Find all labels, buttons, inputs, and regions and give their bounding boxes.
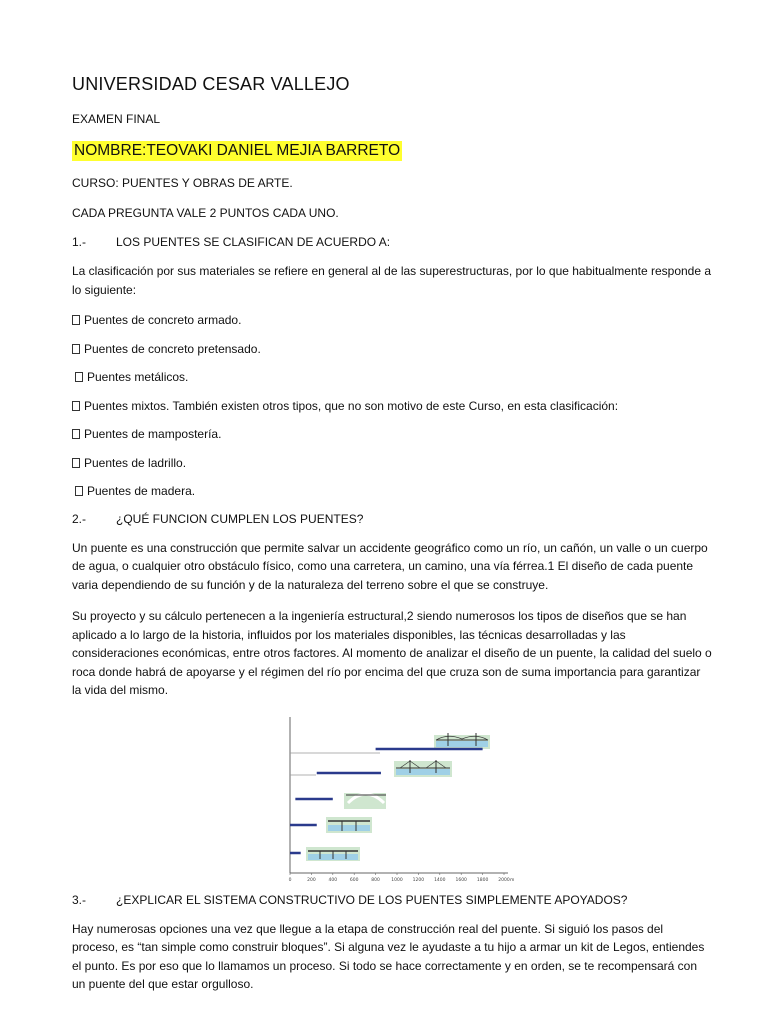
x-tick-label: 1200 [412, 877, 425, 883]
list-item-text: Puentes mixtos. También existen otros tipos, que no son motivo de este Curso, en esta clasificación: [84, 398, 619, 413]
question-number: 1.- [72, 235, 87, 249]
q2-paragraph-2: Su proyecto y su cálculo pertenecen a la ingeniería estructural,2 siendo numerosos los tipos de diseños que se han aplicado a lo largo de la historia, influidos por los materiales disponibles, las técnicas desarrolladas y las consideraciones económicas, entre otros factores. Al momento de analizar el diseño de un puente, la calidad del suelo o roca donde habrá de apoyarse y el régimen del río por encima del que cruza son de suma importancia para garantizar la vida del mismo. [72, 609, 712, 697]
bridge-span-figure [286, 713, 516, 883]
x-unit-label: m [510, 877, 515, 883]
list-item [72, 341, 712, 357]
list-item-text: Puentes de ladrillo. [84, 455, 187, 470]
list-item [72, 426, 712, 442]
question-text: LOS PUENTES SE CLASIFICAN DE ACUERDO A: [116, 235, 391, 249]
points-note: CADA PREGUNTA VALE 2 PUNTOS CADA UNO. [72, 206, 339, 220]
bullet-icon [72, 458, 80, 468]
question-number: 2.- [72, 511, 87, 526]
exam-title: EXAMEN FINAL [72, 112, 161, 126]
question-2 [72, 512, 712, 526]
university-title: UNIVERSIDAD CESAR VALLEJO [72, 74, 350, 94]
bullet-icon [72, 315, 80, 325]
document-body [72, 74, 712, 1007]
x-tick-label: 0 [288, 877, 292, 883]
question-text: ¿EXPLICAR EL SISTEMA CONSTRUCTIVO DE LOS PUENTES SIMPLEMENTE APOYADOS? [116, 892, 628, 907]
q3-paragraph: Hay numerosas opciones una vez que llegue a la etapa de construcción real del puente. Si siguió los pasos del proceso, es “tan simple como construir bloques”. Si alguna vez le ayudaste a tu hijo a armar un kit de Legos, entiendes el punto. Es por eso que lo llamamos un proceso. Si todo se hace correctamente y en orden, se te recompensará con un puente del que estar orgulloso. [72, 921, 705, 991]
suspension-bridge-icon [434, 733, 490, 749]
x-tick-label: 600 [349, 877, 359, 883]
arch-bridge-icon [344, 793, 386, 809]
x-tick-label: 1400 [434, 877, 446, 883]
student-name-wrap [72, 141, 712, 161]
student-name: NOMBRE:TEOVAKI DANIEL MEJIA BARRETO [74, 142, 401, 159]
beam-bridge-icon [306, 847, 360, 861]
q2-paragraph-1: Un puente es una construcción que permite salvar un accidente geográfico como un río, un cañón, un valle o un cuerpo de agua, o cualquier otro obstáculo físico, como una carretera, un camino, una vía férrea.1 El diseño de cada puente varia dependiendo de su función y de la naturaleza del terreno sobre el que se construye. [72, 540, 708, 592]
bullet-icon [75, 372, 83, 382]
list-item [72, 398, 712, 414]
x-tick-label: 1800 [476, 877, 489, 883]
question-text: ¿QUÉ FUNCION CUMPLEN LOS PUENTES? [116, 511, 364, 526]
bridge-span-chart [286, 713, 516, 883]
question-3 [72, 893, 712, 907]
x-tick-label: 800 [371, 877, 380, 883]
x-tick-label: 2000 [498, 877, 510, 883]
x-tick-label: 200 [307, 877, 316, 883]
bullet-icon [72, 429, 80, 439]
x-tick-label: 1600 [455, 877, 467, 883]
course-line: CURSO: PUENTES Y OBRAS DE ARTE. [72, 176, 293, 190]
list-item-text: Puentes metálicos. [87, 370, 189, 384]
list-item [72, 483, 712, 499]
list-item [72, 312, 712, 328]
list-item-text: Puentes de madera. [87, 484, 196, 498]
bullet-icon [72, 401, 80, 411]
list-item-text: Puentes de concreto armado. [84, 313, 242, 327]
q1-intro: La clasificación por sus materiales se refiere en general al de las superestructuras, por lo que habitualmente responde a lo siguiente: [72, 264, 712, 297]
bullet-icon [75, 486, 83, 496]
list-item [72, 369, 712, 385]
x-tick-label: 1000 [391, 877, 403, 883]
x-tick-label: 400 [328, 877, 338, 883]
bars-layer [290, 749, 483, 853]
question-number: 3.- [72, 892, 87, 907]
cable-stayed-bridge-icon [394, 760, 452, 777]
bullet-icon [72, 344, 80, 354]
question-1 [72, 235, 712, 249]
x-tick-labels [289, 873, 515, 883]
list-item-text: Puentes de mampostería. [84, 427, 222, 441]
list-item-text: Puentes de concreto pretensado. [84, 341, 261, 356]
girder-bridge-icon [326, 817, 372, 833]
list-item [72, 455, 712, 471]
